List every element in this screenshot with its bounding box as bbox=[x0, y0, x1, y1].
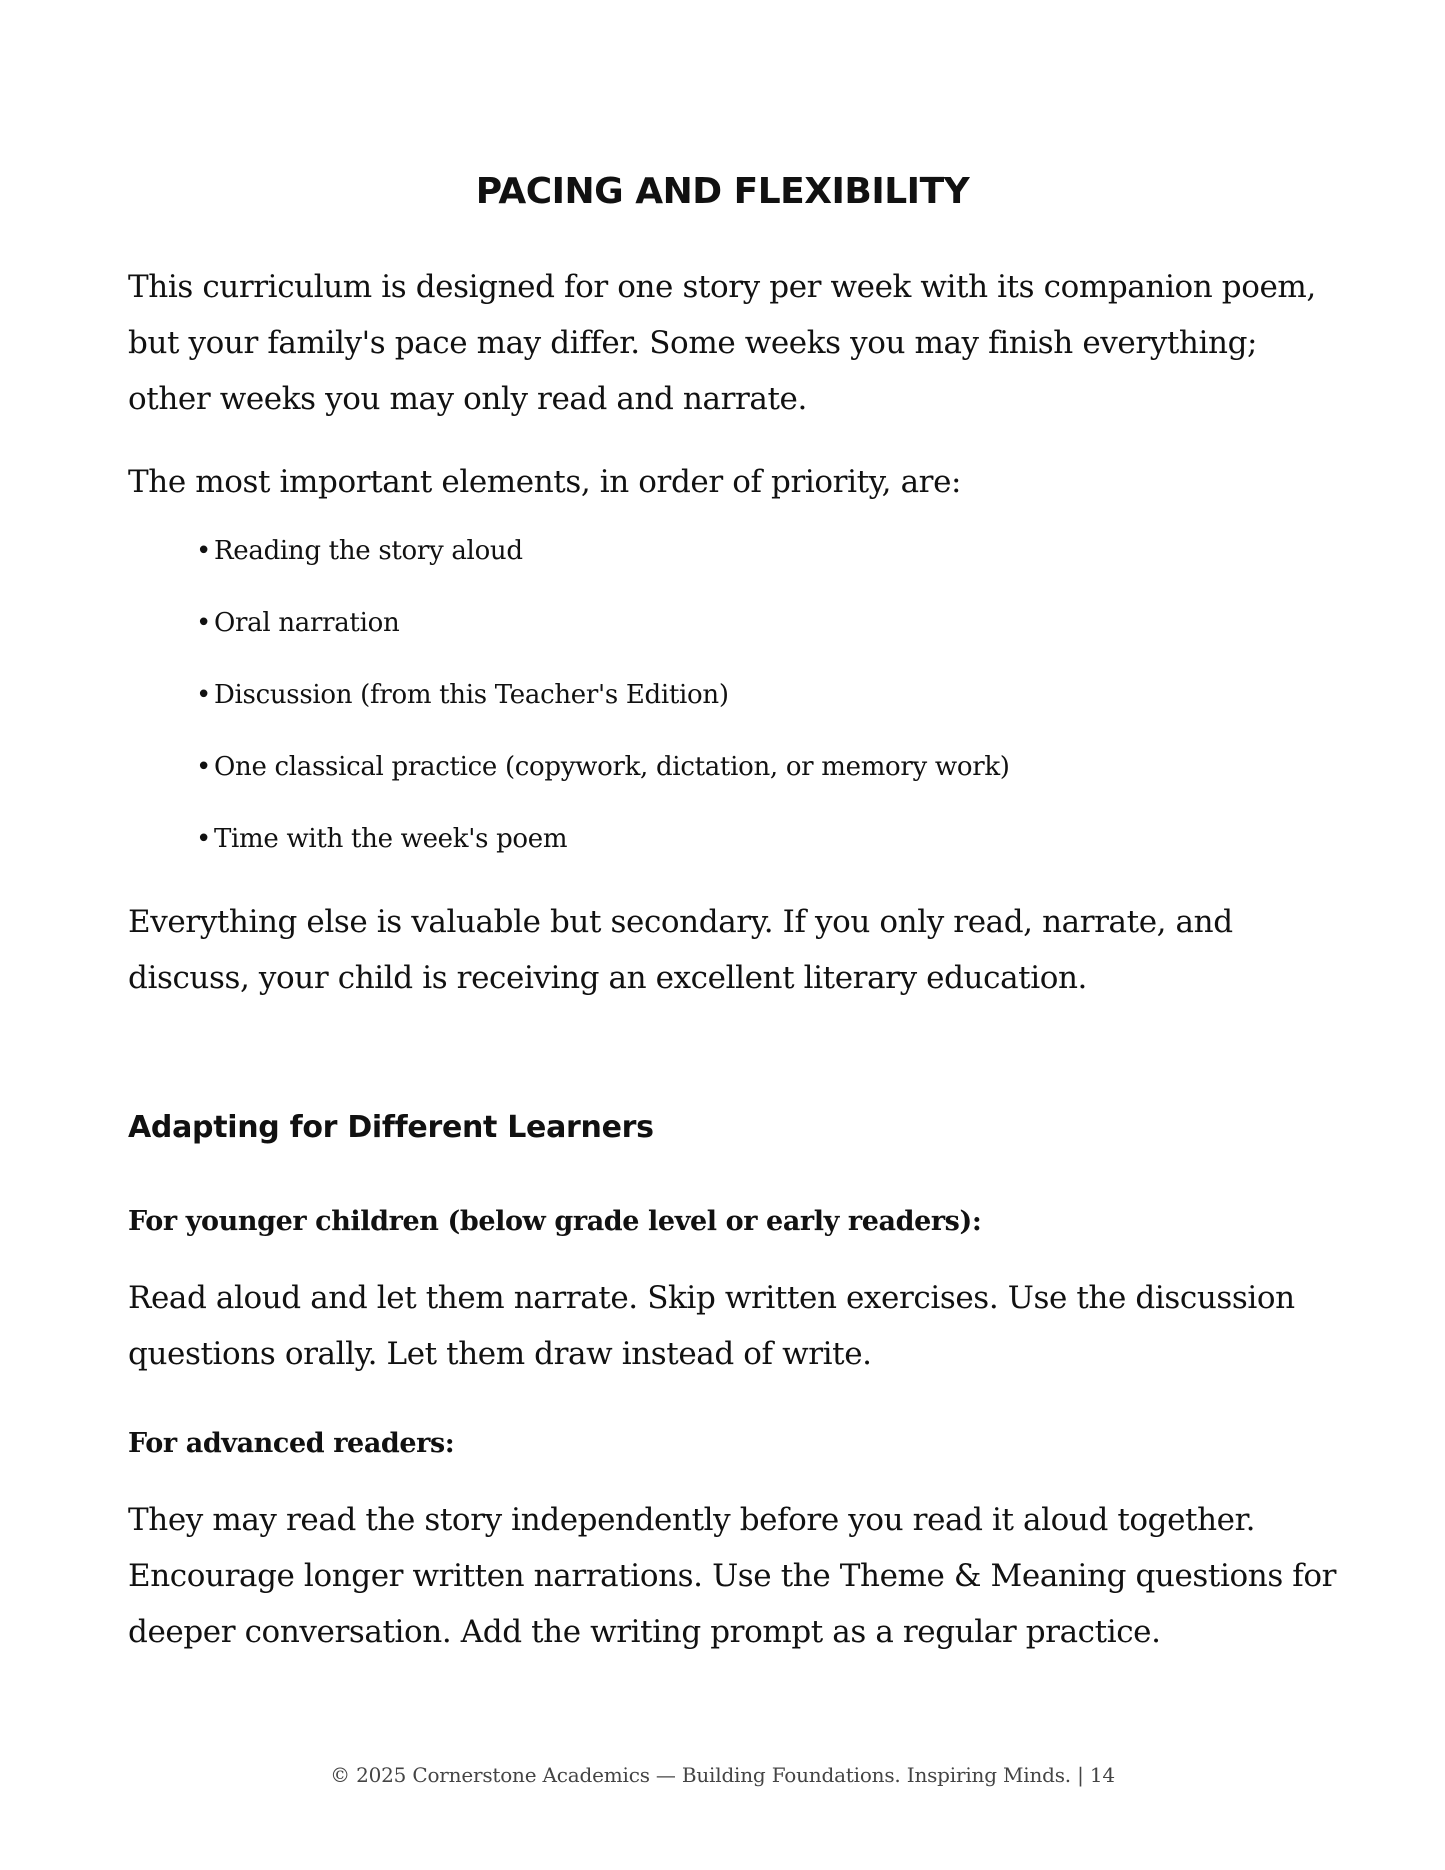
list-item bbox=[196, 533, 1010, 605]
bullet-icon: • bbox=[196, 536, 212, 566]
list-item-text: Oral narration bbox=[214, 608, 400, 638]
list-item bbox=[196, 821, 1010, 893]
priority-list bbox=[196, 533, 1010, 893]
list-item bbox=[196, 677, 1010, 749]
bullet-icon: • bbox=[196, 752, 212, 782]
section-heading: Adapting for Different Learners bbox=[128, 1110, 654, 1145]
priority-intro: The most important elements, in order of priority, are: bbox=[128, 464, 962, 500]
bullet-icon: • bbox=[196, 680, 212, 710]
conclusion-paragraph: Everything else is valuable but secondary. If you only read, narrate, and discuss, your child is receiving an excellent literary education. bbox=[128, 904, 1233, 996]
list-item bbox=[196, 749, 1010, 821]
advanced-readers-heading: For advanced readers: bbox=[128, 1428, 455, 1459]
bullet-icon: • bbox=[196, 824, 212, 854]
younger-children-paragraph: Read aloud and let them narrate. Skip written exercises. Use the discussion questions orally. Let them draw instead of write. bbox=[128, 1280, 1295, 1372]
page-footer: © 2025 Cornerstone Academics — Building Foundations. Inspiring Minds. | 14 bbox=[330, 1763, 1115, 1787]
list-item-text: Discussion (from this Teacher's Edition) bbox=[214, 680, 729, 710]
list-item-text: One classical practice (copywork, dictation, or memory work) bbox=[214, 752, 1010, 782]
page-title: PACING AND FLEXIBILITY bbox=[475, 171, 970, 212]
advanced-readers-paragraph: They may read the story independently before you read it aloud together. Encourage longer written narrations. Use the Theme & Meaning questions for deeper conversation. Add the writing prompt as a regular practice. bbox=[128, 1502, 1337, 1650]
list-item bbox=[196, 605, 1010, 677]
list-item-text: Reading the story aloud bbox=[214, 536, 523, 566]
intro-paragraph: This curriculum is designed for one story per week with its companion poem, but your family's pace may differ. Some weeks you may finish everything; other weeks you may only read and narrate. bbox=[128, 269, 1316, 417]
younger-children-heading: For younger children (below grade level or early readers): bbox=[128, 1206, 982, 1237]
bullet-icon: • bbox=[196, 608, 212, 638]
list-item-text: Time with the week's poem bbox=[214, 824, 568, 854]
